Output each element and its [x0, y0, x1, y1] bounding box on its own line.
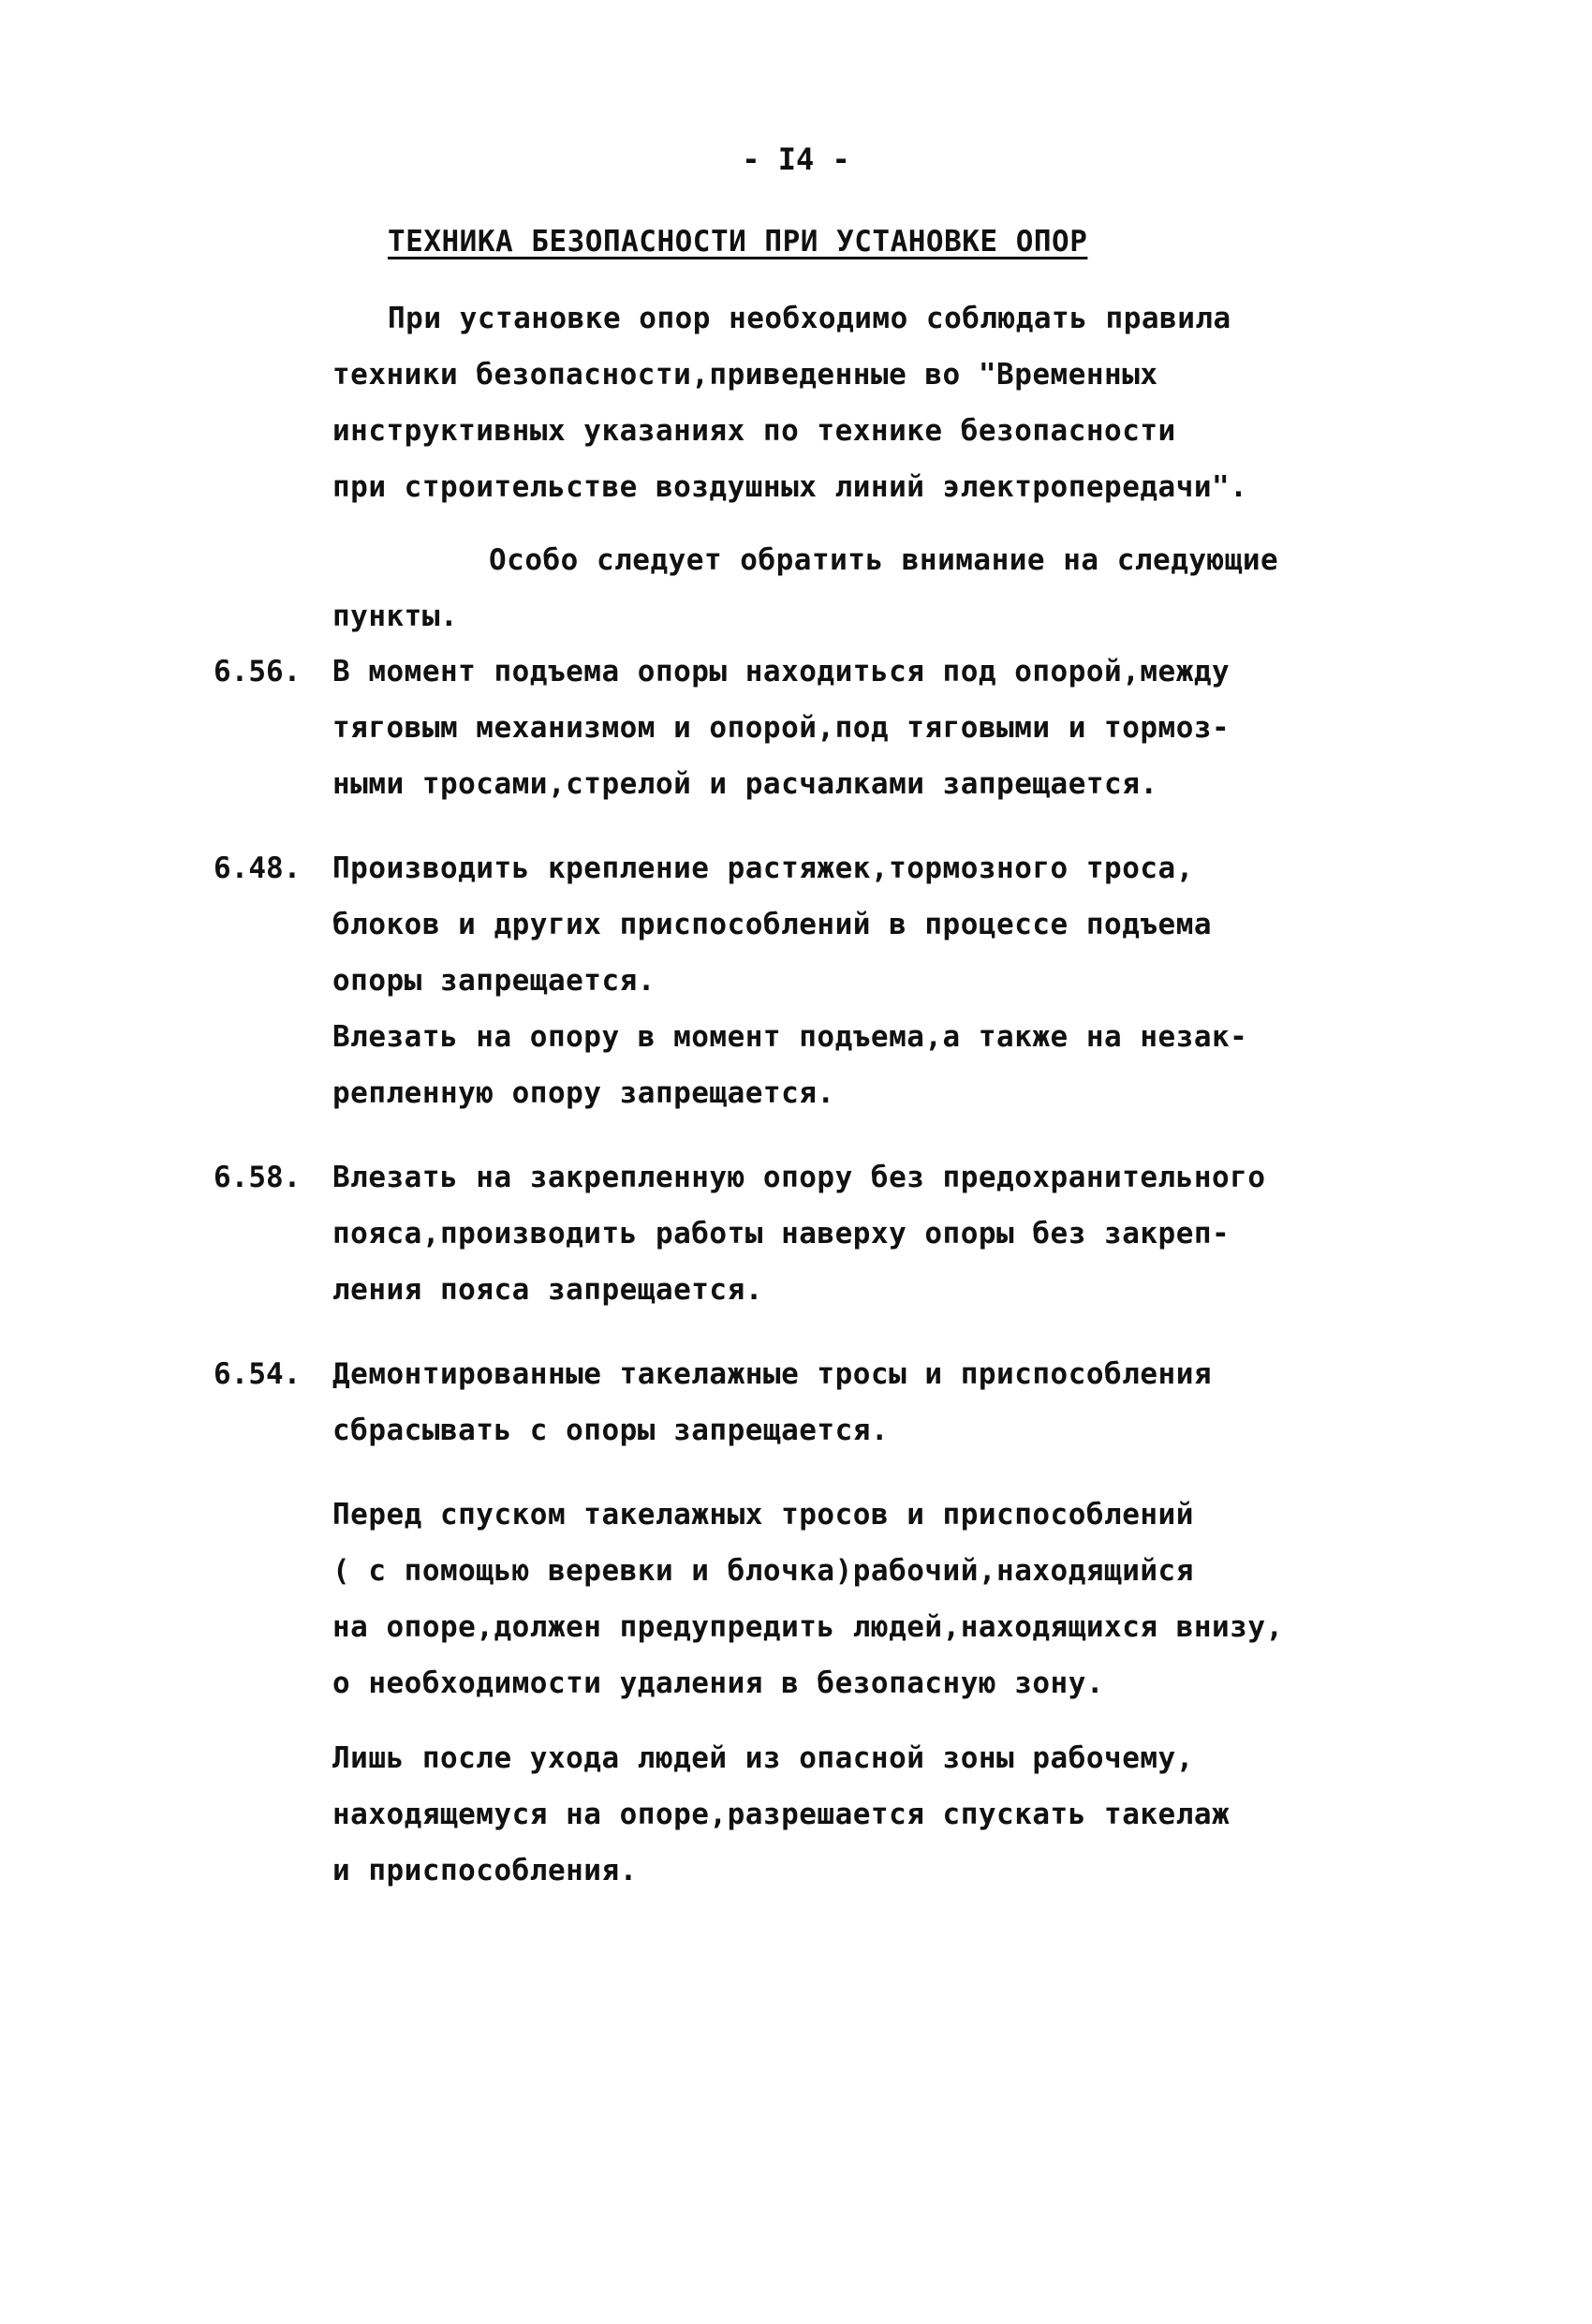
- item-line: ными тросами,стрелой и расчалками запрещается.: [332, 767, 1158, 801]
- item-number: 6.56.: [214, 655, 302, 688]
- item-line: пояса,производить работы наверху опоры без закреп-: [332, 1217, 1231, 1251]
- closing-line: ( с помощью веревки и блочка)рабочий,находящийся: [332, 1554, 1194, 1588]
- closing-line: о необходимости удаления в безопасную зону.: [332, 1666, 1105, 1700]
- item-line: блоков и других приспособлений в процессе подъема: [332, 908, 1213, 941]
- closing-line: находящемуся на опоре,разрешается спускать такелаж: [332, 1798, 1231, 1831]
- closing-line: Лишь после ухода людей из опасной зоны рабочему,: [332, 1741, 1194, 1775]
- intro-line: при строительстве воздушных линий электропередачи".: [332, 470, 1248, 504]
- item-line: сбрасывать с опоры запрещается.: [332, 1414, 890, 1447]
- closing-line: и приспособления.: [332, 1854, 638, 1887]
- section-heading: ТЕХНИКА БЕЗОПАСНОСТИ ПРИ УСТАНОВКЕ ОПОР: [388, 225, 1088, 259]
- item-line: Производить крепление растяжек,тормозного троса,: [332, 851, 1194, 885]
- closing-line: на опоре,должен предупредить людей,находящихся внизу,: [332, 1610, 1284, 1644]
- item-line: опоры запрещается.: [332, 964, 656, 998]
- note-line: Особо следует обратить внимание на следующие: [489, 543, 1279, 577]
- note-line: пункты.: [332, 600, 459, 633]
- intro-line: инструктивных указаниях по технике безопасности: [332, 414, 1176, 448]
- item-number: 6.58.: [214, 1161, 302, 1194]
- item-line: репленную опору запрещается.: [332, 1076, 835, 1110]
- item-line: Демонтированные такелажные тросы и приспособления: [332, 1357, 1213, 1391]
- page-number: - I4 -: [742, 141, 850, 177]
- intro-line: техники безопасности,приведенные во "Временных: [332, 358, 1158, 392]
- closing-line: Перед спуском такелажных тросов и приспособлений: [332, 1498, 1194, 1532]
- item-line: Влезать на закрепленную опору без предохранительного: [332, 1161, 1266, 1194]
- item-line: В момент подъема опоры находиться под опорой,между: [332, 655, 1231, 688]
- item-number: 6.48.: [214, 851, 302, 885]
- intro-line: При установке опор необходимо соблюдать правила: [388, 302, 1231, 335]
- item-number: 6.54.: [214, 1357, 302, 1391]
- item-line: Влезать на опору в момент подъема,а также на незак-: [332, 1020, 1248, 1054]
- item-line: ления пояса запрещается.: [332, 1273, 763, 1307]
- item-line: тяговым механизмом и опорой,под тяговыми и тормоз-: [332, 711, 1231, 745]
